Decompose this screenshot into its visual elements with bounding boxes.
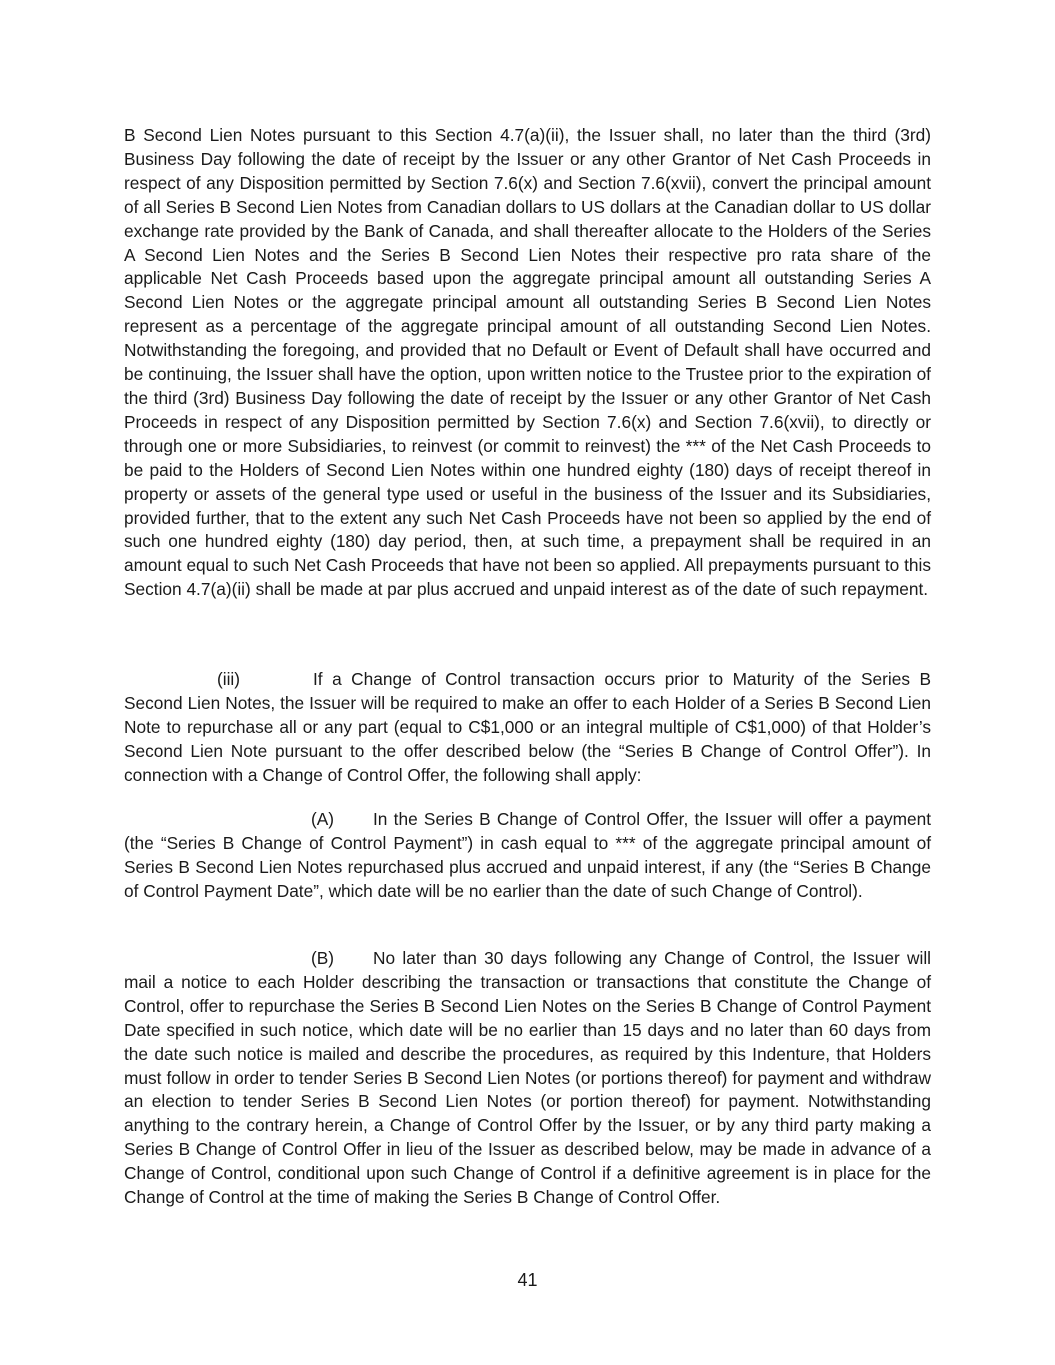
paragraph-label: (B) [311,948,335,968]
paragraph-iii [124,668,931,788]
page-number: 41 [517,1270,538,1290]
paragraph-text: If a Change of Control transaction occurs prior to Maturity of the Series B Second Lien Notes, the Issuer will be required to make an offer to each Holder of a Series B Second Lien Note to repurchase all or any part (equal to C$1,000 or an integral multiple of C$1,000) of that Holder’s Second Lien Note pursuant to the offer described below (the “Series B Change of Control Offer”). In connection with a Change of Control Offer, the following shall apply: [124,669,931,785]
paragraph-text: In the Series B Change of Control Offer, the Issuer will offer a payment (the “Series B Change of Control Payment”) in cash equal to *** of the aggregate principal amount of Series B Second Lien Notes repurchased plus accrued and unpaid interest, if any (the “Series B Change of Control Payment Date”, which date will be no earlier than the date of such Change of Control). [124,809,931,901]
paragraph-label: (iii) [217,669,241,689]
paragraph-label: (A) [311,809,335,829]
paragraph-text: No later than 30 days following any Change of Control, the Issuer will mail a notice to each Holder describing the transaction or transactions that constitute the Change of Control, offer to repurchase the Series B Second Lien Notes on the Series B Change of Control Payment Date specified in such notice, which date will be no earlier than 15 days and no later than 60 days from the date such notice is mailed and describe the procedures, as required by this Indenture, that Holders must follow in order to tender Series B Second Lien Notes (or portions thereof) for payment and withdraw an election to tender Series B Second Lien Notes (or portion thereof) for payment. Notwithstanding anything to the contrary herein, a Change of Control Offer by the Issuer, or by any third party making a Series B Change of Control Offer in lieu of the Issuer as described below, may be made in advance of a Change of Control, conditional upon such Change of Control if a definitive agreement is in place for the Change of Control at the time of making the Series B Change of Control Offer. [124,948,931,1208]
paragraph-a [124,808,931,904]
paragraph-b [124,947,931,1210]
paragraph-text: B Second Lien Notes pursuant to this Section 4.7(a)(ii), the Issuer shall, no later than the third (3rd) Business Day following the date of receipt by the Issuer or any other Grantor of Net Cash Proceeds in respect of any Disposition permitted by Section 7.6(x) and Section 7.6(xvii), convert the principal amount of all Series B Second Lien Notes from Canadian dollars to US dollars at the Canadian dollar to US dollar exchange rate provided by the Bank of Canada, and shall thereafter allocate to the Holders of the Series A Second Lien Notes and the Series B Second Lien Notes their respective pro rata share of the applicable Net Cash Proceeds based upon the aggregate principal amount all outstanding Series A Second Lien Notes or the aggregate principal amount all outstanding Series B Second Lien Notes represent as a percentage of the aggregate principal amount of all outstanding Second Lien Notes. Notwithstanding the foregoing, and provided that no Default or Event of Default shall have occurred and be continuing, the Issuer shall have the option, upon written notice to the Trustee prior to the expiration of the third (3rd) Business Day following the date of receipt by the Issuer or any other Grantor of Net Cash Proceeds in respect of any Disposition permitted by Section 7.6(x) and Section 7.6(xvii), to directly or through one or more Subsidiaries, to reinvest (or commit to reinvest) the *** of the Net Cash Proceeds to be paid to the Holders of Second Lien Notes within one hundred eighty (180) days of receipt thereof in property or assets of the general type used or useful in the business of the Issuer and its Subsidiaries, provided further, that to the extent any such Net Cash Proceeds have not been so applied by the end of such one hundred eighty (180) day period, then, at such time, a prepayment shall be required in an amount equal to such Net Cash Proceeds that have not been so applied. All prepayments pursuant to this Section 4.7(a)(ii) shall be made at par plus accrued and unpaid interest as of the date of such repayment. [124,125,931,600]
paragraph-continuation [124,124,931,602]
